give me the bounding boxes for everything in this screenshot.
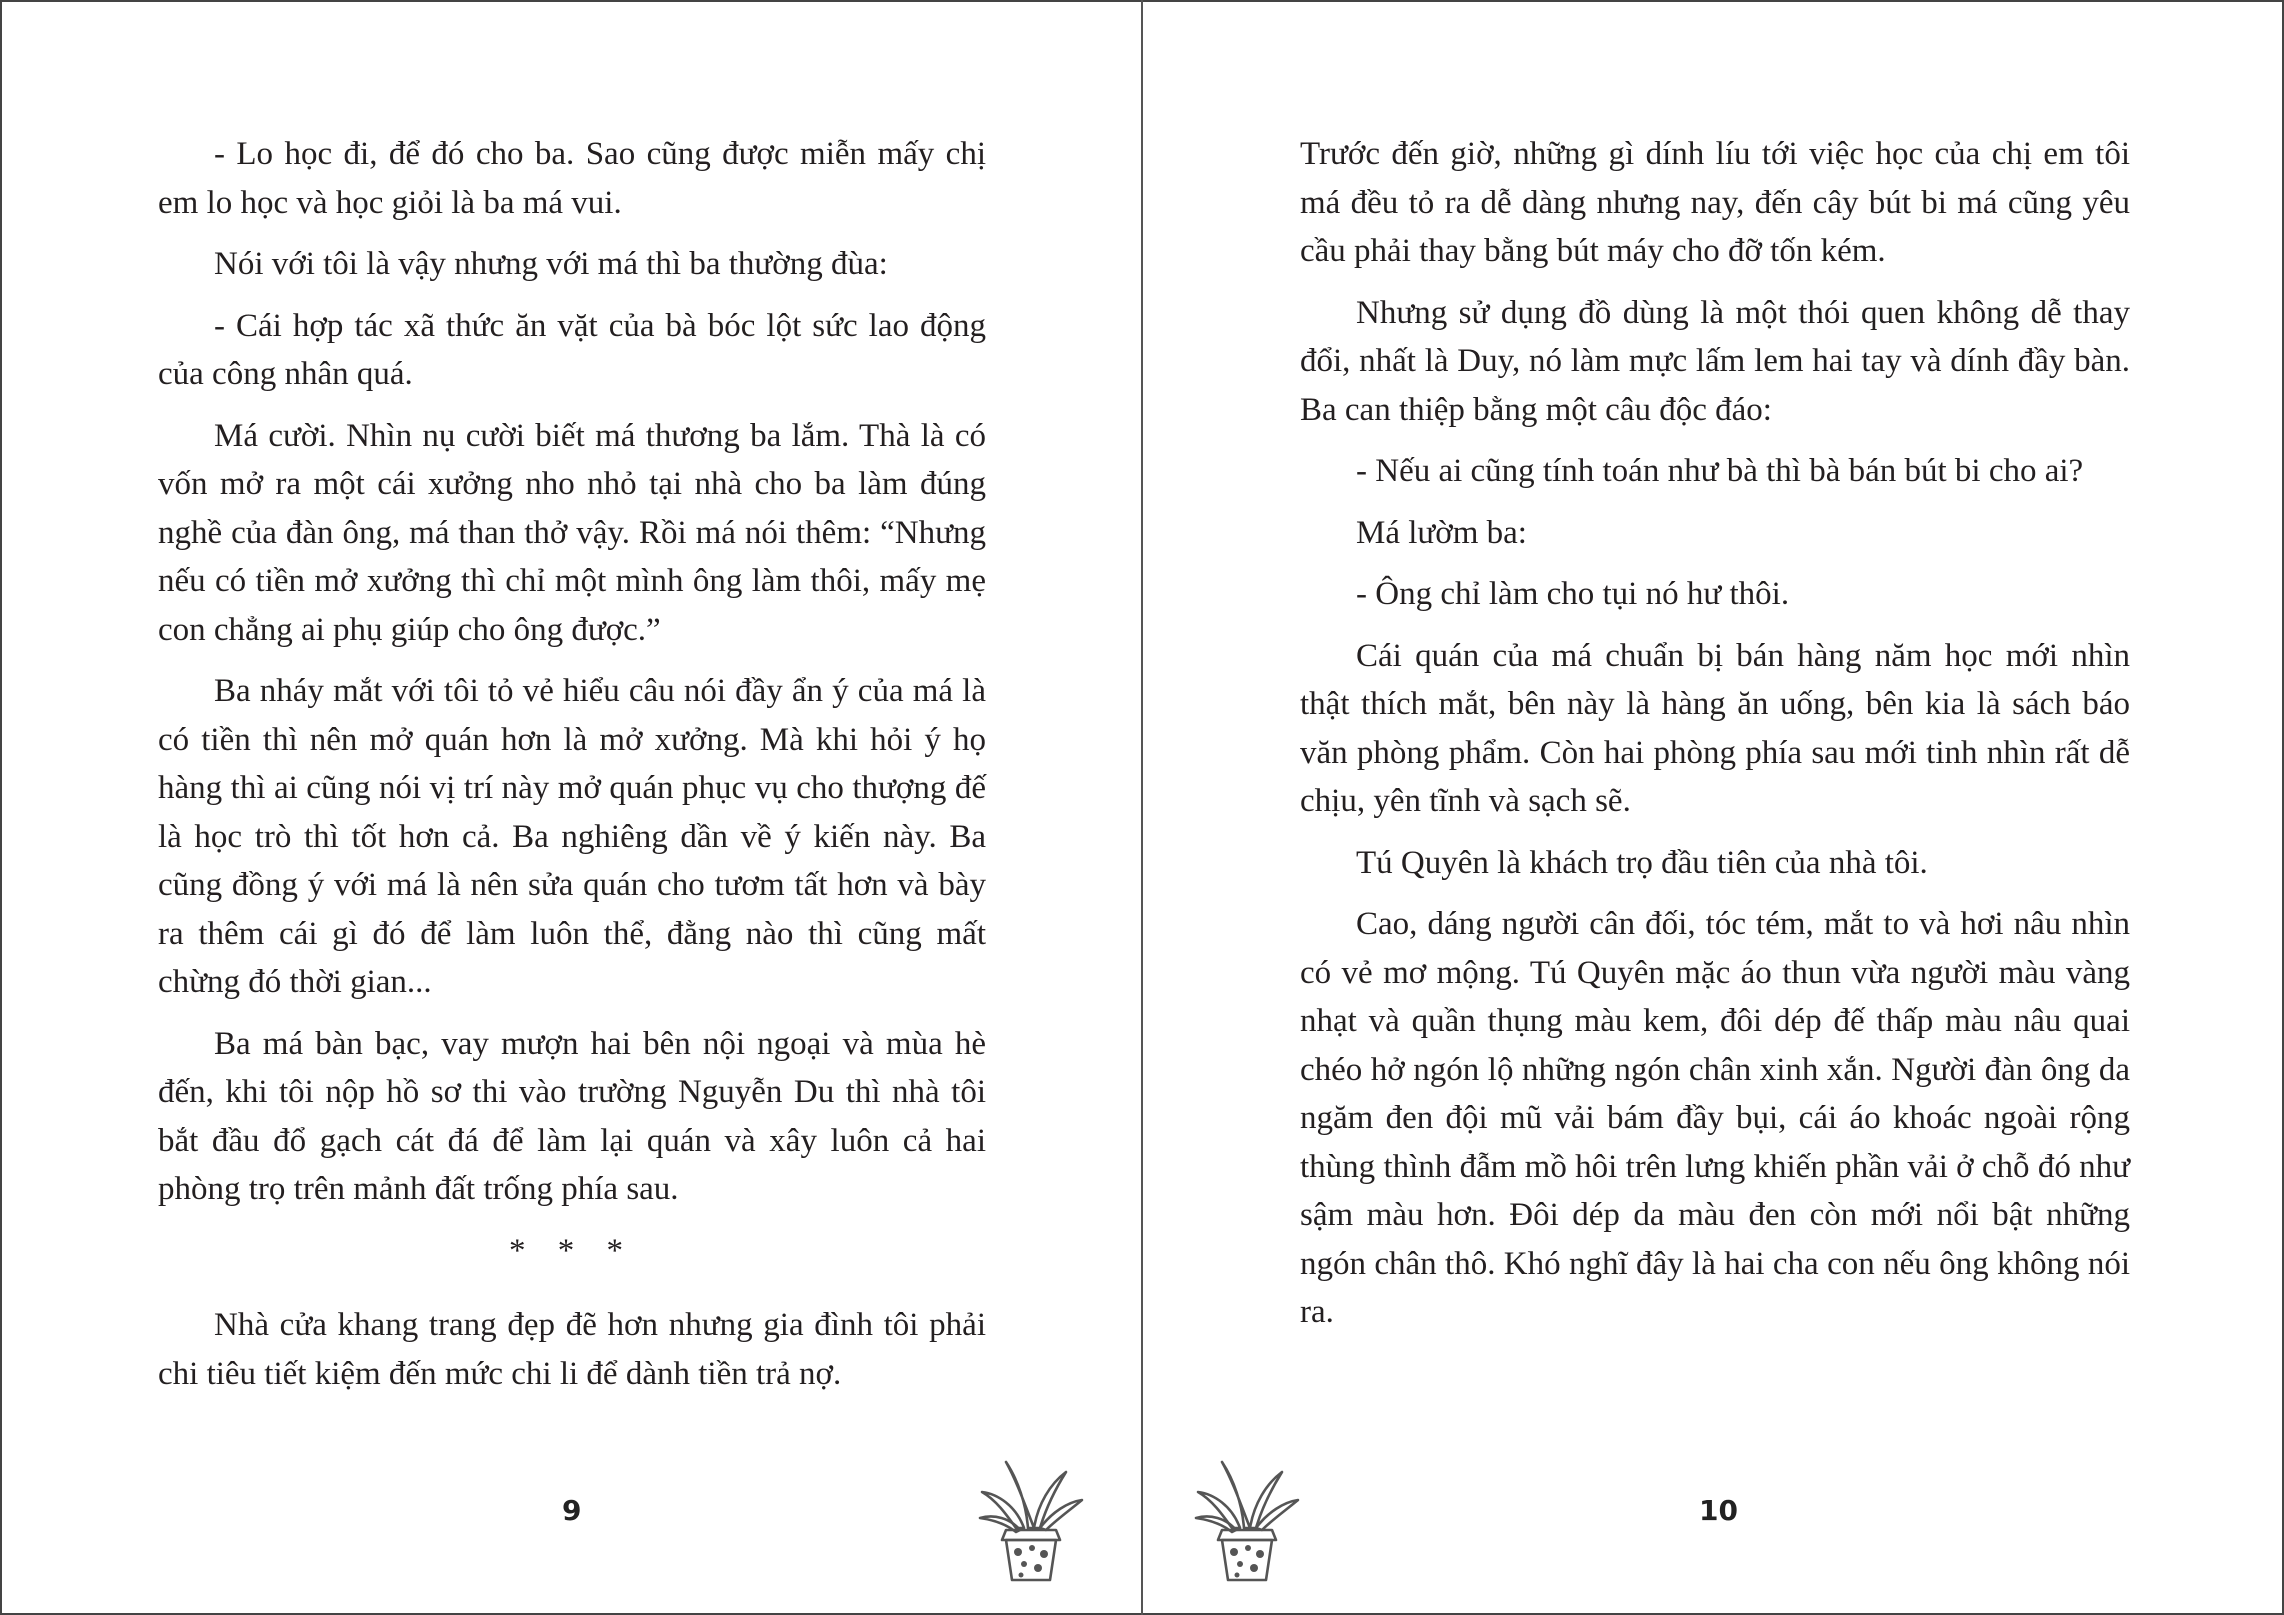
paragraph: Nói với tôi là vậy nhưng với má thì ba thường đùa: — [214, 246, 888, 282]
paragraph: - Cái hợp tác xã thức ăn vặt của bà bóc lột sức lao động của công nhân quá. — [158, 307, 986, 392]
paragraph: Cao, dáng người cân đối, tóc tém, mắt to và hơi nâu nhìn có vẻ mơ mộng. Tú Quyên mặc áo thun vừa người màu vàng nhạt và quần thụng màu kem, đôi dép đế thấp màu nâu quai chéo hở ngón lộ những ngón chân xinh xắn. Người đàn ông da ngăm đen đội mũ vải bám đầy bụi, cái áo khoác ngoài rộng thùng thình đẫm mồ hôi trên lưng khiến phần vải ở chỗ đó như sậm màu hơn. Đôi dép da màu đen còn mới nổi bật những ngón chân thô. Khó nghĩ đây là hai cha con nếu ông không nói ra. — [1300, 906, 2130, 1330]
paragraph: Má cười. Nhìn nụ cười biết má thương ba lắm. Thà là có vốn mở ra một cái xưởng nho nhỏ tại nhà cho ba làm đúng nghề của đàn ông, má than thở vậy. Rồi má nói thêm: “Nhưng nếu có tiền mở xưởng thì chỉ một mình ông làm thôi, mấy mẹ con chẳng ai phụ giúp cho ông được.” — [158, 417, 986, 648]
potted-plant-icon — [976, 1458, 1086, 1584]
left-page — [0, 0, 1141, 1615]
paragraph: Nhưng sử dụng đồ dùng là một thói quen không dễ thay đổi, nhất là Duy, nó làm mực lấm lem hai tay và dính đầy bàn. Ba can thiệp bằng một câu độc đáo: — [1300, 294, 2130, 428]
right-page-body — [1300, 130, 2130, 1350]
potted-plant-icon — [1192, 1458, 1302, 1584]
paragraph: Nhà cửa khang trang đẹp đẽ hơn nhưng gia đình tôi phải chi tiêu tiết kiệm đến mức chi li để dành tiền trả nợ. — [158, 1307, 986, 1392]
paragraph: Má lườm ba: — [1356, 514, 1527, 551]
paragraph: Cái quán của má chuẩn bị bán hàng năm học mới nhìn thật thích mắt, bên này là hàng ăn uống, bên kia là sách báo văn phòng phẩm. Còn hai phòng phía sau mới tinh nhìn rất dễ chịu, yên tĩnh và sạch sẽ. — [1300, 637, 2130, 819]
paragraph: Ba nháy mắt với tôi tỏ vẻ hiểu câu nói đầy ẩn ý của má là có tiền thì nên mở quán hơn là mở xưởng. Mà khi hỏi ý họ hàng thì ai cũng nói vị trí này mở quán phục vụ cho thượng đế là học trò thì tốt hơn cả. Ba nghiêng dần về ý kiến này. Ba cũng đồng ý với má là nên sửa quán cho tươm tất hơn và bày ra thêm cái gì đó để làm luôn thể, đằng nào thì cũng mất chừng đó thời gian... — [158, 673, 986, 1000]
paragraph: - Ông chỉ làm cho tụi nó hư thôi. — [1356, 576, 1790, 612]
paragraph: - Lo học đi, để đó cho ba. Sao cũng được miễn mấy chị em lo học và học giỏi là ba má vui. — [158, 136, 986, 221]
left-page-body — [158, 130, 986, 1411]
paragraph: Ba má bàn bạc, vay mượn hai bên nội ngoại và mùa hè đến, khi tôi nộp hồ sơ thi vào trường Nguyễn Du thì nhà tôi bắt đầu đổ gạch cát đá để làm lại quán và xây luôn cả hai phòng trọ trên mảnh đất trống phía sau. — [158, 1025, 986, 1207]
paragraph: Trước đến giờ, những gì dính líu tới việc học của chị em tôi má đều tỏ ra dễ dàng nhưng nay, đến cây bút bi má cũng yêu cầu phải thay bằng bút máy cho đỡ tốn kém. — [1300, 136, 2130, 269]
page-number: 9 — [562, 1494, 582, 1527]
right-page — [1143, 0, 2284, 1615]
page-number: 10 — [1699, 1494, 1738, 1527]
paragraph: Tú Quyên là khách trọ đầu tiên của nhà tôi. — [1356, 844, 1928, 881]
section-separator: * * * — [509, 1232, 635, 1269]
paragraph: - Nếu ai cũng tính toán như bà thì bà bán bút bi cho ai? — [1356, 453, 2084, 489]
